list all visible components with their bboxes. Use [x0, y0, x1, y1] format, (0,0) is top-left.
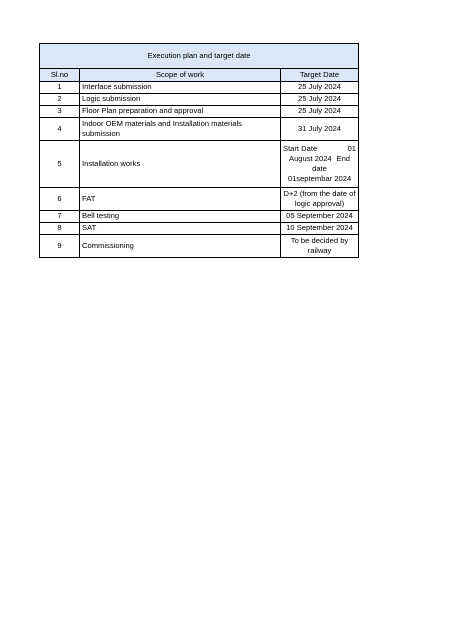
table-title: Execution plan and target date — [40, 44, 359, 69]
start-date-rest: August 2024 — [289, 153, 332, 163]
start-date-line — [283, 144, 356, 154]
table-row — [40, 94, 359, 106]
table-row — [40, 106, 359, 118]
row-scope: Bell testing — [80, 211, 281, 223]
row-target-date: D+2 (from the date of logic approval) — [281, 188, 359, 211]
table-row — [40, 82, 359, 94]
table-row — [40, 211, 359, 223]
start-date-day: 01 — [347, 143, 357, 153]
table-title-row — [40, 44, 359, 69]
row-sl-no: 7 — [40, 211, 80, 223]
row-scope: Logic submission — [80, 94, 281, 106]
row-scope: Commissioning — [80, 235, 281, 258]
row-target-date: 25 July 2024 — [281, 106, 359, 118]
table-header-row — [40, 69, 359, 82]
table-row — [40, 235, 359, 258]
table-row — [40, 188, 359, 211]
row-target-date — [281, 141, 359, 188]
start-date-label: Start Date — [283, 143, 318, 153]
row-sl-no: 8 — [40, 223, 80, 235]
row-scope: Installation works — [80, 141, 281, 188]
end-date-label: End — [336, 153, 351, 163]
row-target-date: 25 July 2024 — [281, 82, 359, 94]
table-row — [40, 118, 359, 141]
row-sl-no: 3 — [40, 106, 80, 118]
row-scope: Floor Plan preparation and approval — [80, 106, 281, 118]
row-target-date: 05 September 2024 — [281, 211, 359, 223]
row-scope: Interface submission — [80, 82, 281, 94]
row-sl-no: 1 — [40, 82, 80, 94]
row-target-date: 31 July 2024 — [281, 118, 359, 141]
end-date-value: 01septembar 2024 — [287, 174, 352, 184]
row-sl-no: 5 — [40, 141, 80, 188]
row-scope: FAT — [80, 188, 281, 211]
header-sl-no: Sl.no — [40, 69, 80, 82]
row-target-date: 25 July 2024 — [281, 94, 359, 106]
table-row — [40, 223, 359, 235]
table-row — [40, 141, 359, 188]
end-date-word: date — [312, 164, 327, 173]
row-target-date: To be decided by railway — [281, 235, 359, 258]
row-target-date: 10 September 2024 — [281, 223, 359, 235]
row-scope: SAT — [80, 223, 281, 235]
row-scope: Indoor OEM materials and Installation materials submission — [80, 118, 281, 141]
header-scope-of-work: Scope of work — [80, 69, 281, 82]
row-sl-no: 2 — [40, 94, 80, 106]
row-sl-no: 9 — [40, 235, 80, 258]
row-sl-no: 6 — [40, 188, 80, 211]
execution-plan-table — [39, 43, 359, 258]
row-sl-no: 4 — [40, 118, 80, 141]
start-date-line-2 — [283, 154, 356, 164]
header-target-date: Target Date — [281, 69, 359, 82]
